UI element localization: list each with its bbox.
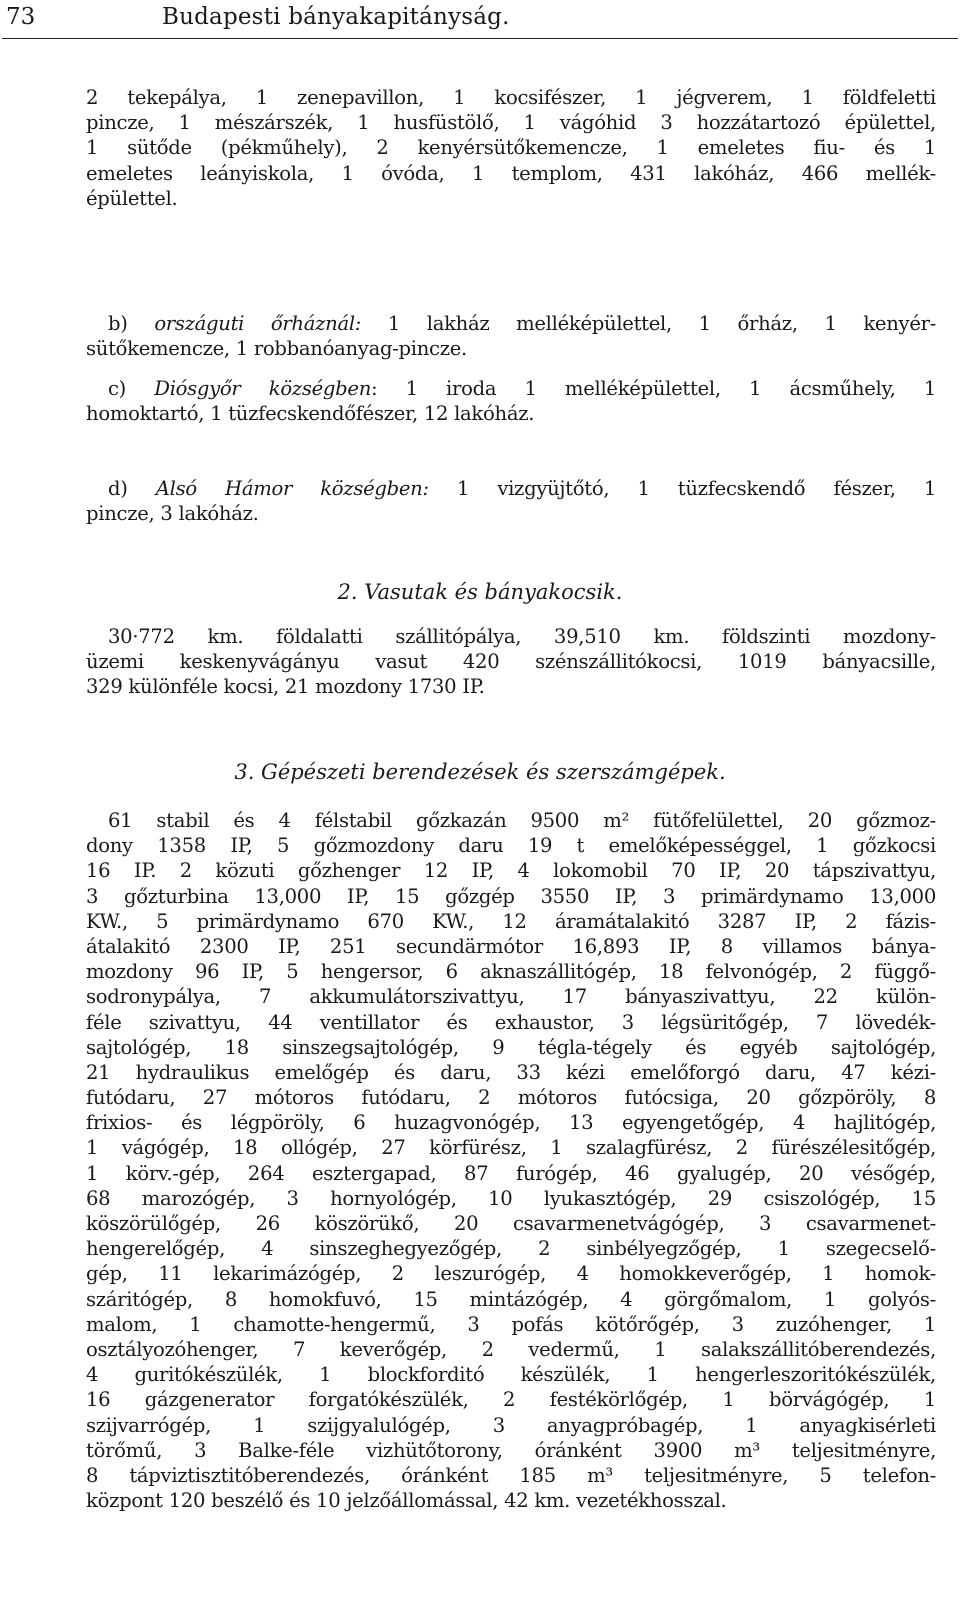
section-3-text xyxy=(86,808,936,1513)
section-heading: 2. Vasutak és bányakocsik. xyxy=(337,580,623,604)
text-line xyxy=(86,311,936,336)
header-rule xyxy=(2,38,958,39)
item-text: 1 vizgyüjtőtó, 1 tüzfecskendő fészer, 1 xyxy=(428,477,937,500)
text-line: malom, 1 chamotte-hengermű, 3 pofás kötőrőgép, 3 zuzóhenger, 1 xyxy=(86,1312,936,1336)
text-line: 4 guritókészülék, 1 blockforditó készülék, 1 hengerleszoritókészülék, xyxy=(86,1363,936,1387)
paragraph-intro xyxy=(86,85,936,211)
text-line: sodronypálya, 7 akkumulátorszivattyu, 17 bányaszivattyu, 22 külön- xyxy=(86,985,936,1009)
text-line xyxy=(86,376,936,401)
paragraph-b xyxy=(86,311,936,361)
item-place: Alsó Hámor községben: xyxy=(155,477,429,500)
item-label: b) xyxy=(108,312,155,335)
text-line: féle szivattyu, 44 ventillator és exhaustor, 3 légsüritőgép, 7 lövedék- xyxy=(86,1010,936,1034)
section-2-text xyxy=(86,624,936,700)
text-line: 30·772 km. földalatti szállitópálya, 39,510 km. földszinti mozdony- xyxy=(108,625,936,648)
text-line: 21 hydraulikus emelőgép és daru, 33 kézi emelőforgó daru, 47 kézi- xyxy=(86,1060,936,1084)
item-label: c) xyxy=(108,377,155,400)
text-line: homoktartó, 1 tüzfecskendőfészer, 12 lakóház. xyxy=(86,402,535,426)
text-line: 68 marozógép, 3 hornyológép, 10 lyukasztógép, 29 csiszológép, 15 xyxy=(86,1186,936,1210)
text-line: frixios- és légpöröly, 6 huzagvonógép, 13 egyengetőgép, 4 hajlitógép, xyxy=(86,1111,936,1135)
text-line: 1 vágógép, 18 ollógép, 27 körfürész, 1 szalagfürész, 2 fürészélesitőgép, xyxy=(86,1136,936,1160)
text-line: szijvarrógép, 1 szijgyalulógép, 3 anyagpróbagép, 1 anyagkisérleti xyxy=(86,1413,936,1437)
text-line: KW., 5 primärdynamo 670 KW., 12 áramátalakitó 3287 IP, 2 fázis- xyxy=(86,909,936,933)
page-number: 73 xyxy=(6,4,36,30)
text-line: dony 1358 IP, 5 gőzmozdony daru 19 t emelőképességgel, 1 gőzkocsi xyxy=(86,834,936,858)
item-place: Diósgyőr községben xyxy=(154,377,372,400)
text-line: központ 120 beszélő és 10 jelzőállomással, 42 km. vezetékhosszal. xyxy=(86,1489,727,1513)
text-line: 8 tápviztisztitóberendezés, óránként 185 m³ teljesitményre, 5 telefon- xyxy=(86,1463,936,1487)
text-line: pincze, 3 lakóház. xyxy=(86,502,259,526)
text-line: futódaru, 27 mótoros futódaru, 2 mótoros futócsiga, 20 gőzpöröly, 8 xyxy=(86,1086,936,1110)
text-line: pincze, 1 mészárszék, 1 husfüstölő, 1 vágóhid 3 hozzátartozó épülettel, xyxy=(86,111,936,135)
item-text: 1 lakház melléképülettel, 1 őrház, 1 kenyér- xyxy=(361,312,936,335)
text-line: száritógép, 8 homokfuvó, 15 mintázógép, 4 görgőmalom, 1 golyós- xyxy=(86,1287,936,1311)
text-line: törőmű, 3 Balke-féle vizhütőtorony, óránként 3900 m³ teljesitményre, xyxy=(86,1438,936,1462)
text-line: 329 különféle kocsi, 21 mozdony 1730 IP. xyxy=(86,675,485,699)
page-header xyxy=(0,0,960,40)
text-line: 2 tekepálya, 1 zenepavillon, 1 kocsifészer, 1 jégverem, 1 földfeletti xyxy=(86,86,936,109)
text-line: üzemi keskenyvágányu vasut 420 szénszállitókocsi, 1019 bányacsille, xyxy=(86,650,936,674)
section-heading: 3. Gépészeti berendezések és szerszámgépek. xyxy=(234,760,726,784)
text-line: 1 sütőde (pékműhely), 2 kenyérsütőkemencze, 1 emeletes fiu- és 1 xyxy=(86,136,936,160)
text-line xyxy=(86,476,936,501)
text-line: sajtológép, 18 sinszegsajtológép, 9 tégla-tégely és egyéb sajtológép, xyxy=(86,1035,936,1059)
item-place: országuti őrháznál: xyxy=(154,312,362,335)
text-line: átalakitó 2300 IP, 251 secundärmótor 16,893 IP, 8 villamos bánya- xyxy=(86,934,936,958)
text-line: 3 gőzturbina 13,000 IP, 15 gőzgép 3550 IP, 3 primärdynamo 13,000 xyxy=(86,884,936,908)
text-line: 16 gázgenerator forgatókészülék, 2 festékörlőgép, 1 börvágógép, 1 xyxy=(86,1388,936,1412)
paragraph-d xyxy=(86,476,936,526)
text-line: sütőkemencze, 1 robbanóanyag-pincze. xyxy=(86,337,467,361)
text-line: hengerelőgép, 4 sinszeghegyezőgép, 2 sinbélyegzőgép, 1 szegecselő- xyxy=(86,1237,936,1261)
text-line: gép, 11 lekarimázógép, 2 leszurógép, 4 homokkeverőgép, 1 homok- xyxy=(86,1262,936,1286)
paragraph-c xyxy=(86,376,936,426)
item-label: d) xyxy=(108,477,156,500)
text-line: osztályozóhenger, 7 keverőgép, 2 vedermű, 1 salakszállitóberendezés, xyxy=(86,1337,936,1361)
text-line: épülettel. xyxy=(86,186,178,210)
text-line: 1 körv.-gép, 264 esztergapad, 87 furógép, 46 gyalugép, 20 vésőgép, xyxy=(86,1161,936,1185)
text-line: emeletes leányiskola, 1 óvóda, 1 templom, 431 lakóház, 466 mellék- xyxy=(86,161,936,185)
text-line: 61 stabil és 4 félstabil gőzkazán 9500 m² fütőfelülettel, 20 gőzmoz- xyxy=(108,809,936,832)
running-head: Budapesti bányakapitányság. xyxy=(162,4,510,30)
item-text: : 1 iroda 1 melléképülettel, 1 ácsműhely, 1 xyxy=(371,377,936,400)
text-line: köszörülőgép, 26 köszörükő, 20 csavarmenetvágógép, 3 csavarmenet- xyxy=(86,1212,936,1235)
text-line: mozdony 96 IP, 5 hengersor, 6 aknaszállitógép, 18 felvonógép, 2 függő- xyxy=(86,960,936,984)
text-line: 16 IP. 2 közuti gőzhenger 12 IP, 4 lokomobil 70 IP, 20 tápszivattyu, xyxy=(86,859,936,883)
